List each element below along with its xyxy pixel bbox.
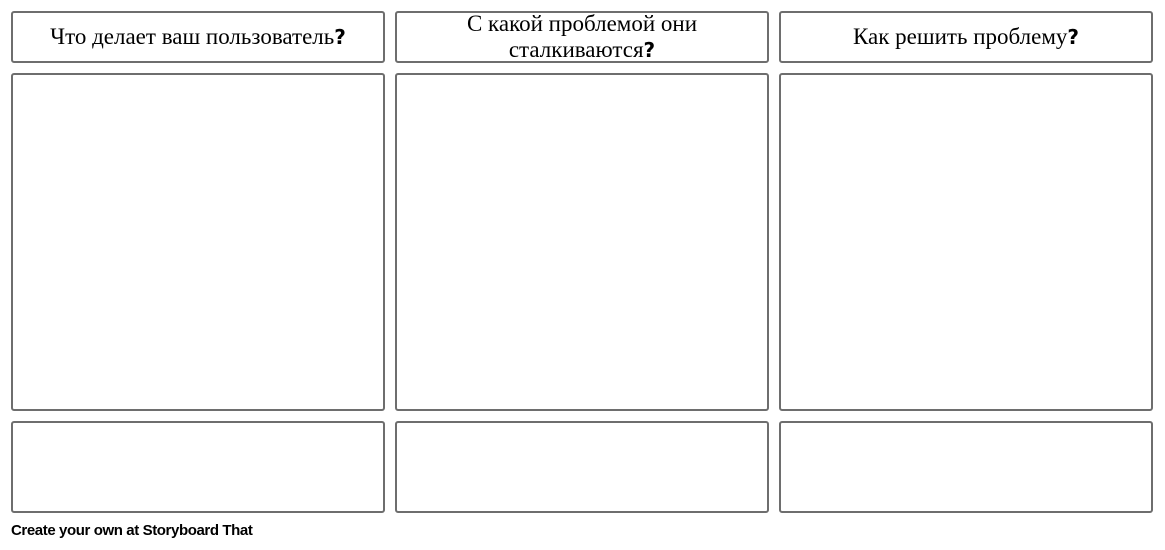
header-title-text: Как решить проблему — [853, 24, 1068, 49]
header-title — [30, 24, 366, 50]
header-cell-user-actions — [11, 11, 385, 63]
footer-credit: Create your own at Storyboard That — [11, 522, 253, 539]
header-title — [397, 11, 767, 63]
storyboard-panel-2[interactable] — [395, 73, 769, 411]
header-title-text: Что делает ваш пользователь — [50, 24, 335, 49]
storyboard-panel-1[interactable] — [11, 73, 385, 411]
caption-box-3[interactable] — [779, 421, 1153, 513]
caption-box-2[interactable] — [395, 421, 769, 513]
header-title-text: С какой проблемой они сталкиваются — [466, 11, 698, 62]
header-cell-solution — [779, 11, 1153, 63]
question-mark: ? — [643, 38, 656, 62]
caption-box-1[interactable] — [11, 421, 385, 513]
question-mark: ? — [334, 25, 346, 49]
storyboard-panel-3[interactable] — [779, 73, 1153, 411]
question-mark: ? — [1067, 25, 1079, 49]
header-cell-problem — [395, 11, 769, 63]
header-title — [833, 24, 1099, 50]
